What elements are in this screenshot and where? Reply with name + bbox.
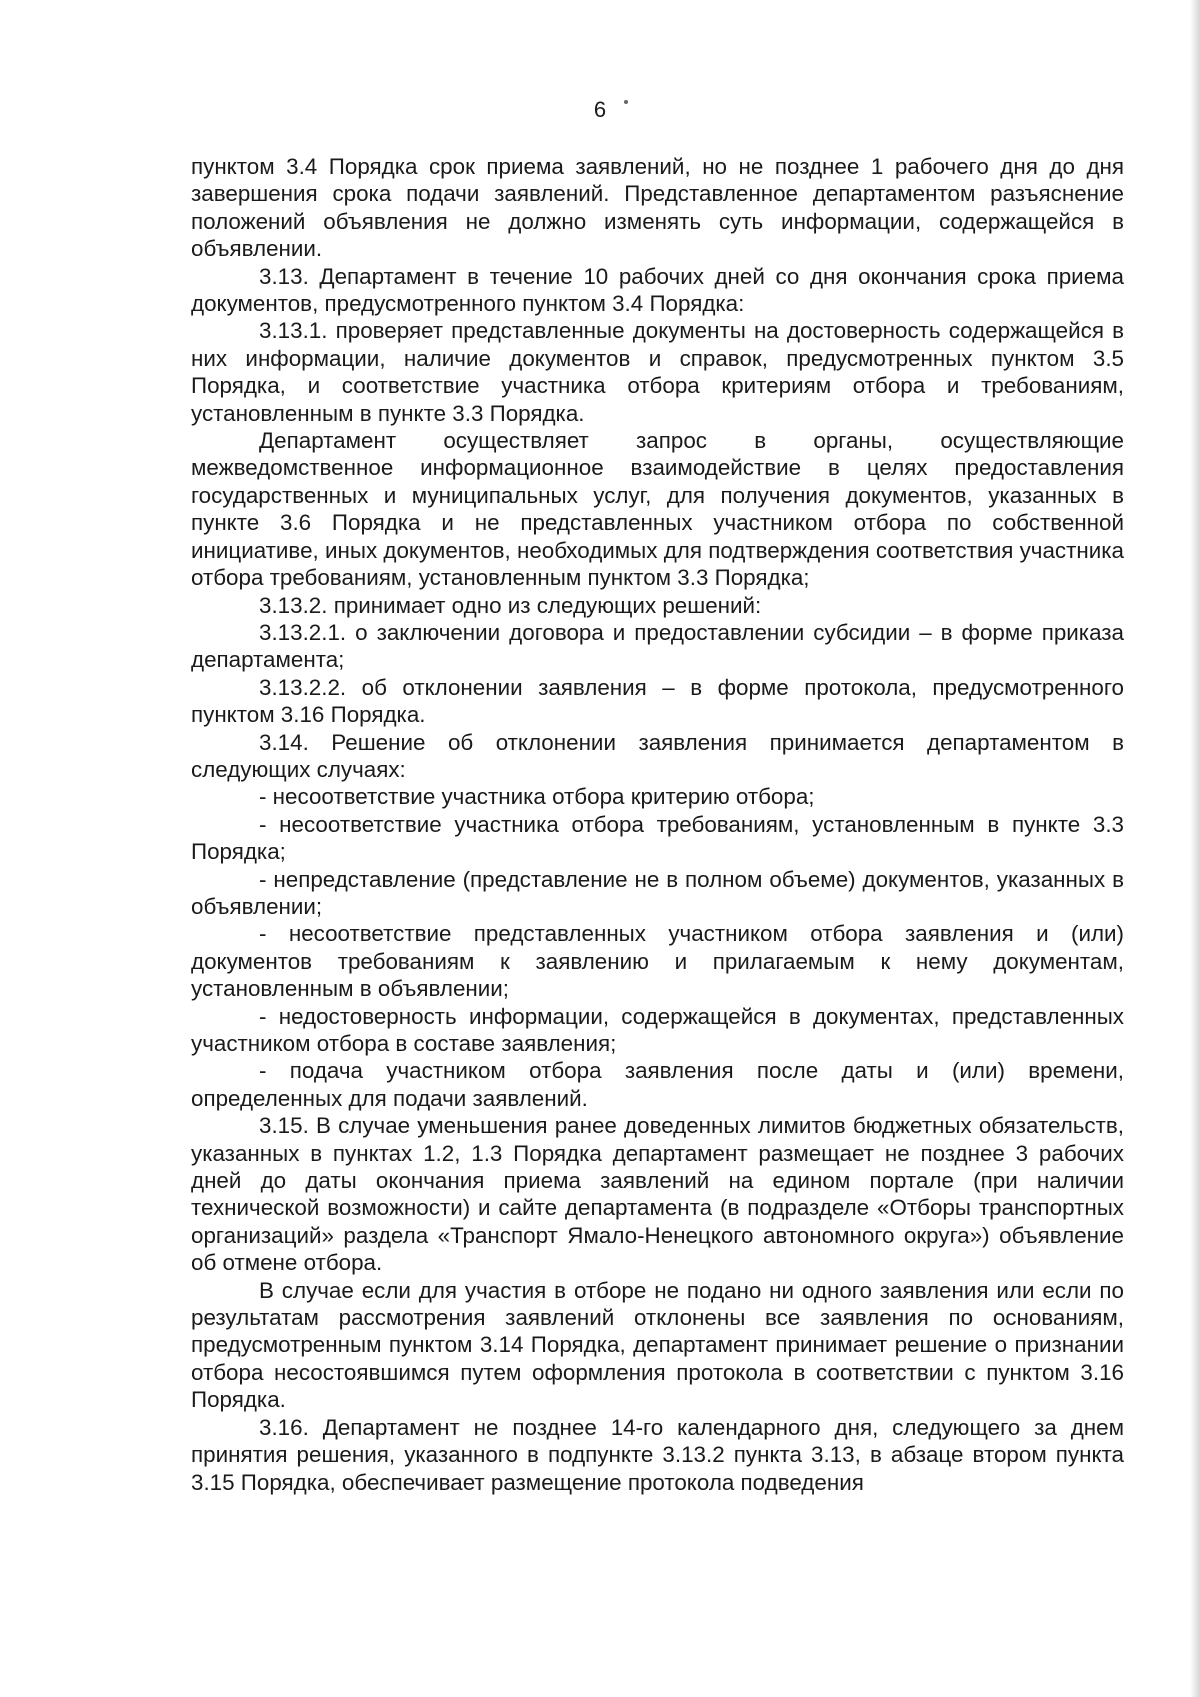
paragraph-3-13-2-2: 3.13.2.2. об отклонении заявления – в форме протокола, предусмотренного пунктом 3.16 Порядка. — [191, 674, 1124, 728]
list-item: - несоответствие участника отбора требованиям, установленным в пункте 3.3 Порядка; — [191, 811, 1124, 865]
list-item: - несоответствие участника отбора критерию отбора; — [259, 784, 815, 810]
page-edge-shadow — [1190, 0, 1200, 1697]
paragraph-3-15: 3.15. В случае уменьшения ранее доведенных лимитов бюджетных обязательств, указанных в пунктах 1.2, 1.3 Порядка департамент размещает не позднее 3 рабочих дней до даты окончания приема заявлений на едином портале (при наличии технической возможности) и сайте департамента (в подразделе «Отборы транспортных организаций» раздела «Транспорт Ямало-Ненецкого автономного округа») объявление об отмене отбора. — [191, 1113, 1124, 1276]
paragraph-selection-failed: В случае если для участия в отборе не подано ни одного заявления или если по результатам рассмотрения заявлений отклонены все заявления по основаниям, предусмотренным пунктом 3.14 Порядка, департамент принимает решение о признании отбора несостоявшимся путем оформления протокола в соответствии с пунктом 3.16 Порядка. — [191, 1277, 1124, 1413]
list-item: - несоответствие представленных участником отбора заявления и (или) документов требованиям к заявлению и прилагаемым к нему документам, установленным в объявлении; — [191, 921, 1124, 1002]
paragraph-continuation: пунктом 3.4 Порядка срок приема заявлений, но не позднее 1 рабочего дня до дня завершения срока подачи заявлений. Представленное департаментом разъяснение положений объявления не должно изменять суть информации, содержащейся в объявлении. — [191, 154, 1124, 262]
paragraph-3-13-2: 3.13.2. принимает одно из следующих решений: — [259, 592, 762, 618]
paragraph-department-request: Департамент осуществляет запрос в органы, осуществляющие межведомственное информационное взаимодействие в целях предоставления государственных и муниципальных услуг, для получения документов, указанных в пункте 3.6 Порядка и не представленных участником отбора по собственной инициативе, иных документов, необходимых для подтверждения соответствия участника отбора требованиям, установленным пунктом 3.3 Порядка; — [191, 428, 1124, 591]
paragraph-3-16: 3.16. Департамент не позднее 14-го календарного дня, следующего за днем принятия решения, указанного в подпункте 3.13.2 пункта 3.13, в абзаце втором пункта 3.15 Порядка, обеспечивает размещение протокола подведения — [191, 1414, 1124, 1495]
paragraph-3-13-2-1: 3.13.2.1. о заключении договора и предоставлении субсидии – в форме приказа департамента; — [191, 619, 1124, 673]
list-item: - недостоверность информации, содержащейся в документах, представленных участником отбора в составе заявления; — [191, 1003, 1124, 1056]
paragraph-3-13: 3.13. Департамент в течение 10 рабочих дней со дня окончания срока приема документов, предусмотренного пунктом 3.4 Порядка: — [191, 263, 1124, 317]
document-body — [191, 153, 1124, 1496]
paragraph-3-13-1: 3.13.1. проверяет представленные документы на достоверность содержащейся в них информации, наличие документов и справок, предусмотренных пунктом 3.5 Порядка, и соответствие участника отбора критериям отбора и требованиям, установленным в пункте 3.3 Порядка. — [191, 318, 1124, 426]
list-item: - непредставление (представление не в полном объеме) документов, указанных в объявлении; — [191, 866, 1124, 919]
list-item: - подача участником отбора заявления после даты и (или) времени, определенных для подачи заявлений. — [191, 1058, 1124, 1111]
paragraph-3-14: 3.14. Решение об отклонении заявления принимается департаментом в следующих случаях: — [191, 729, 1124, 782]
page-number: 6 — [593, 97, 607, 122]
